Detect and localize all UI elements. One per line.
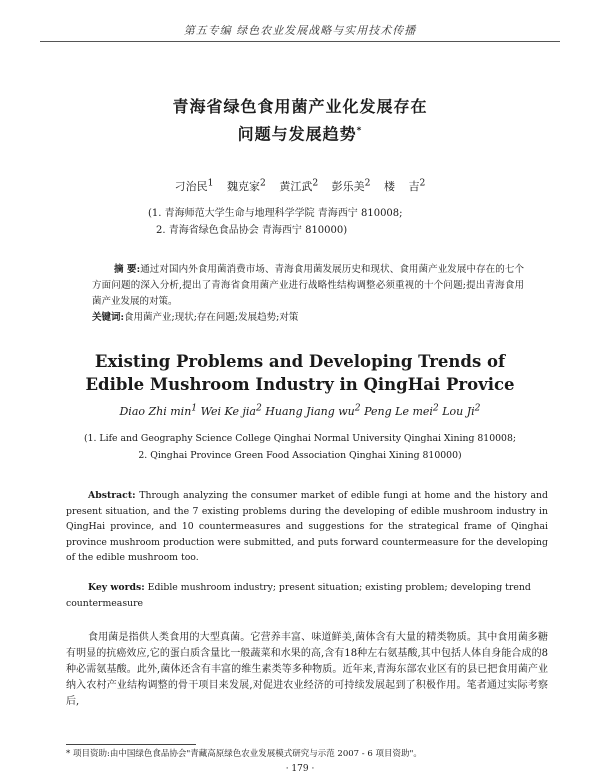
abstract-en-text: Through analyzing the consumer market of edible fungi at home and the history and present situation, and the 7 existing problems during the developing of edible mushroom industry in QingHai province, and 10 countermeasures and suggestions for the strategical frame of Qinghai province mushroom production were submitted, and puts forward countermeasure for the developing of the edible mushroom too. [66, 490, 548, 564]
authors-cn [0, 177, 600, 194]
author-en: Diao Zhi $\min^1$ [119, 402, 198, 418]
title-cn-line2: 问题与发展趋势 [237, 124, 357, 144]
abstract-cn [92, 262, 524, 326]
keywords-cn-text: 食用菌产业;现状;存在问题;发展趋势;对策 [124, 312, 299, 323]
affiliations-cn [148, 205, 403, 239]
abstract-en-label: Abstract: [88, 490, 136, 501]
affiliation-en-line: (1. Life and Geography Science College Qinghai Normal University Qinghai Xining 810008; [83, 433, 516, 444]
affiliations-en [0, 430, 600, 464]
keywords-en-text: Edible mushroom industry; present situation; existing problem; developing trend countermeasure [66, 582, 531, 609]
affiliation-cn-line: 2. 青海省绿色食品协会 青海西宁 810000) [156, 225, 348, 236]
footnote: * 项目资助:由中国绿色食品协会"青藏高原绿色农业发展模式研究与示范 2007 - 6 项目资助"。 [66, 749, 422, 759]
abstract-cn-text: 通过对国内外食用菌消费市场、青海食用菌发展历史和现状、食用菌产业发展中存在的七个方面问题的深入分析,提出了青海省食用菌产业进行战略性结构调整必须重视的十个问题;提出青海食用菌产业发展的对策。 [92, 264, 524, 307]
keywords-cn [92, 310, 524, 326]
title-en [0, 350, 600, 396]
title-en-line2: Edible Mushroom Industry in QingHai Provice [85, 375, 515, 394]
body-paragraph: 食用菌是指供人类食用的大型真菌。它营养丰富、味道鲜美,菌体含有大量的精类物质。其中食用菌多糖有明显的抗癌效应,它的蛋白质含量比一般蔬菜和水果的高,含有18种左右氨基酸,其中包括人体自身能合成的8种必需氨基酸。此外,菌体还含有丰富的维生素类等多种物质。近年来,青海东部农业区有的县已把食用菌产业纳入农村产业结构调整的骨干项目来发展,对促进农业经济的可持续发展起到了积极作用。笔者通过实际考察后, [66, 632, 548, 707]
title-cn-line1: 青海省绿色食用菌产业化发展存在 [172, 97, 428, 116]
author-cn: 刁治民$^1$ [174, 177, 214, 193]
keywords-cn-label: 关键词: [92, 312, 125, 323]
abstract-en [66, 488, 548, 566]
author-en: Peng Le mei$^2$ [364, 402, 439, 418]
keywords-en [66, 580, 548, 611]
author-cn: 楼 吉$^2$ [383, 177, 426, 193]
page-number: · 179 · [285, 764, 315, 774]
title-cn [0, 94, 600, 146]
title-note-mark: * [356, 126, 363, 136]
authors-en [0, 402, 600, 418]
running-head: 第五专编 绿色农业发展战略与实用技术传播 [183, 24, 417, 37]
author-cn: 彭乐美$^2$ [331, 177, 371, 193]
abstract-cn-paragraph [92, 262, 524, 310]
author-en: Huang Jiang $wu^2$ [265, 402, 361, 418]
keywords-en-label: Key words: [88, 582, 145, 593]
author-cn: 魏克家$^2$ [227, 177, 266, 193]
author-en: Lou Ji$^2$ [442, 402, 481, 418]
author-cn: 黄江武$^2$ [279, 177, 319, 193]
author-en: Wei Ke jia$^2$ [200, 402, 262, 418]
affiliation-cn-line: (1. 青海师范大学生命与地理科学学院 青海西宁 810008; [148, 208, 403, 219]
title-cn-line2-wrap [0, 119, 600, 146]
title-en-line1: Existing Problems and Developing Trends of [94, 352, 506, 371]
abstract-cn-label: 摘 要: [114, 264, 141, 275]
header-rule [40, 41, 560, 42]
affiliation-en-line: 2. Qinghai Province Green Food Association Qinghai Xining 810000) [138, 450, 462, 461]
footnote-rule [66, 744, 196, 745]
